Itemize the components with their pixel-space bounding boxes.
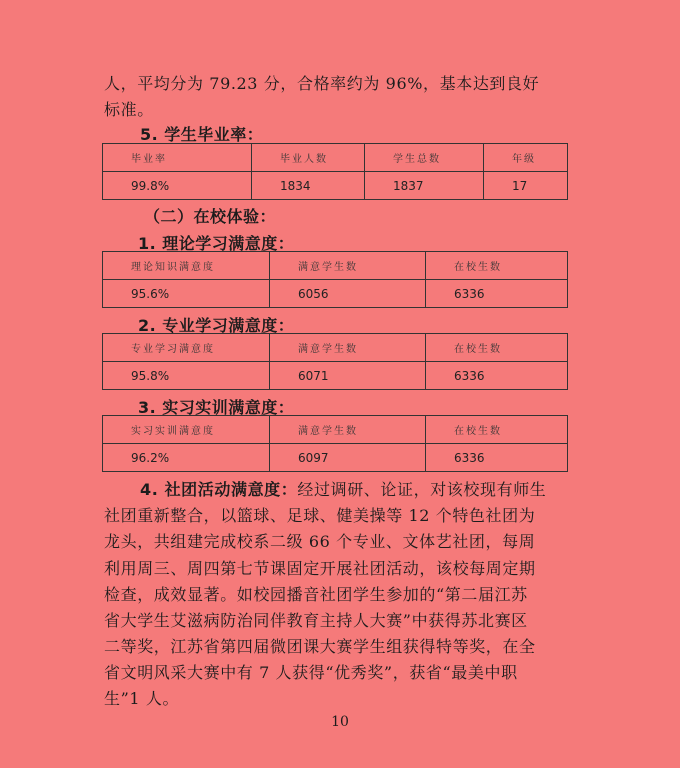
table-header-cell: 毕业率 <box>103 144 252 172</box>
table-header-row <box>103 252 568 280</box>
table-cell: 6056 <box>270 280 426 308</box>
club-paragraph-line-1 <box>140 477 585 500</box>
graduation-heading: 5. 学生毕业率： <box>140 125 264 144</box>
table-cell: 6071 <box>270 362 426 390</box>
table-header-cell: 满意学生数 <box>270 416 426 444</box>
table-cell: 17 <box>484 172 568 200</box>
table-cell: 1834 <box>252 172 365 200</box>
club-paragraph-line: 龙头，共组建完成校系二级 66 个专业、文体艺社团，每周 <box>104 532 536 551</box>
table-header-cell: 毕业人数 <box>252 144 365 172</box>
theory-table <box>102 251 568 308</box>
table-header-cell: 年级 <box>484 144 568 172</box>
table-header-cell: 理论知识满意度 <box>103 252 270 280</box>
table-header-cell: 专业学习满意度 <box>103 334 270 362</box>
table-header-row <box>103 416 568 444</box>
table-cell: 6336 <box>426 362 568 390</box>
club-heading: 4. 社团活动满意度： <box>140 480 298 499</box>
table-cell: 6336 <box>426 444 568 472</box>
table-cell: 6097 <box>270 444 426 472</box>
table-row <box>103 362 568 390</box>
table-header-cell: 在校生数 <box>426 416 568 444</box>
club-text: 经过调研、论证，对该校现有师生 <box>297 480 547 499</box>
page-number: 10 <box>331 714 349 730</box>
table-row <box>103 444 568 472</box>
table-header-cell: 满意学生数 <box>270 334 426 362</box>
table-row <box>103 172 568 200</box>
club-paragraph-line: 利用周三、周四第七节课固定开展社团活动，该校每周定期 <box>104 559 536 578</box>
table-cell: 95.6% <box>103 280 270 308</box>
theory-heading: 1. 理论学习满意度： <box>138 234 295 253</box>
table-cell: 95.8% <box>103 362 270 390</box>
table-cell: 6336 <box>426 280 568 308</box>
major-heading: 2. 专业学习满意度： <box>138 316 295 335</box>
table-header-cell: 实习实训满意度 <box>103 416 270 444</box>
campus-experience-heading: （二）在校体验： <box>144 207 277 226</box>
table-header-cell: 学生总数 <box>365 144 484 172</box>
table-header-row <box>103 144 568 172</box>
table-header-cell: 在校生数 <box>426 252 568 280</box>
table-header-cell: 在校生数 <box>426 334 568 362</box>
table-cell: 1837 <box>365 172 484 200</box>
club-paragraph-line: 社团重新整合，以篮球、足球、健美操等 12 个特色社团为 <box>104 506 536 525</box>
table-header-cell: 满意学生数 <box>270 252 426 280</box>
table-cell: 96.2% <box>103 444 270 472</box>
table-cell: 99.8% <box>103 172 252 200</box>
table-header-row <box>103 334 568 362</box>
major-table <box>102 333 568 390</box>
club-paragraph-line: 省文明风采大赛中有 7 人获得“优秀奖”，获省“最美中职 <box>104 663 518 682</box>
internship-heading: 3. 实习实训满意度： <box>138 398 295 417</box>
club-paragraph-line: 检查，成效显著。如校园播音社团学生参加的“第二届江苏 <box>104 585 528 604</box>
internship-table <box>102 415 568 472</box>
club-paragraph-line: 省大学生艾滋病防治同伴教育主持人大赛”中获得苏北赛区 <box>104 611 528 630</box>
club-paragraph-line: 生”1 人。 <box>104 689 180 708</box>
intro-line-1: 人，平均分为 79.23 分，合格率约为 96%，基本达到良好 <box>104 74 540 93</box>
intro-line-2: 标准。 <box>104 100 154 119</box>
graduation-table <box>102 143 568 200</box>
table-row <box>103 280 568 308</box>
club-paragraph-line: 二等奖，江苏省第四届微团课大赛学生组获得特等奖，在全 <box>104 637 536 656</box>
